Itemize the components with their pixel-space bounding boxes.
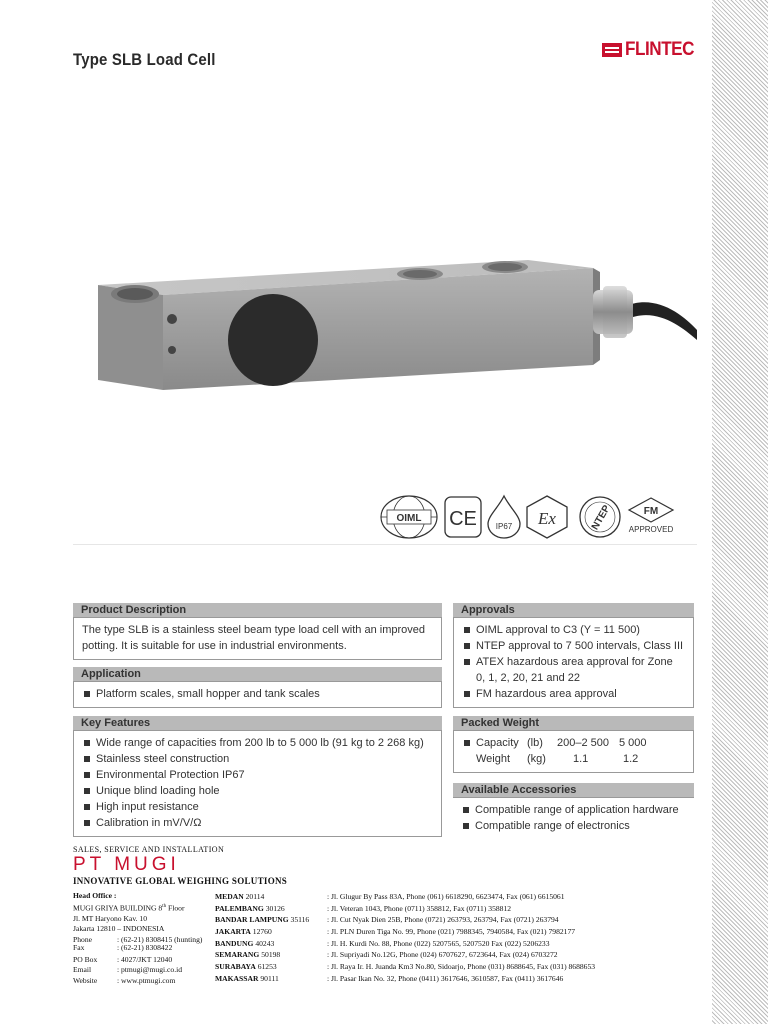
head-office-label: Head Office : — [73, 891, 117, 900]
product-description-heading: Product Description — [73, 603, 442, 618]
svg-text:Ex: Ex — [538, 509, 556, 528]
list-item: Stainless steel construction — [82, 751, 433, 767]
website-link[interactable]: : www.ptmugi.com — [117, 975, 176, 985]
branch-addresses — [327, 891, 712, 984]
list-item: NTEP approval to 7 500 intervals, Class III — [462, 638, 685, 654]
branch-city: PALEMBANG 30126 — [215, 903, 285, 913]
list-item: Environmental Protection IP67 — [82, 767, 433, 783]
head-office-city: Jakarta 12810 – INDONESIA — [73, 924, 165, 934]
accessories-heading: Available Accessories — [453, 783, 694, 798]
svg-text:IP67: IP67 — [495, 522, 513, 531]
list-item — [462, 654, 685, 686]
key-features-section — [73, 716, 442, 837]
head-office-block: Head Office : MUGI GRIYA BUILDING 8th Floor Jl. MT Haryono Kav. 10 Jakarta 12810 – INDONESIA Phone : (62-21) 8308415 (hunting) Fax : (62-21) 8308422 PO Box : 4027/JKT 12040 Email : ptmugi@mugi.co.id Website : www.ptmugi.com — [73, 891, 213, 986]
weight-value-2: 1.2 — [623, 753, 639, 765]
oiml-logo-icon — [379, 494, 439, 540]
branch-city: BANDAR LAMPUNG 35116 — [215, 915, 310, 925]
flintec-logo — [602, 38, 702, 62]
capacity-label: Capacity — [476, 737, 519, 749]
load-cell-image — [73, 90, 697, 545]
fm-approved-icon — [626, 494, 676, 540]
branch-city: MEDAN 20114 — [215, 892, 265, 901]
flintec-logo-text: FLINTEC — [625, 39, 695, 60]
head-office-street: Jl. MT Haryono Kav. 10 — [73, 913, 148, 923]
company-name: PT MUGI — [73, 854, 180, 875]
ntep-logo-icon — [578, 494, 622, 540]
company-tagline: INNOVATIVE GLOBAL WEIGHING SOLUTIONS — [73, 876, 288, 886]
list-item: Compatible range of application hardware — [461, 802, 686, 818]
footer-brand — [73, 845, 287, 886]
branch-address: : Jl. H. Kurdi No. 88, Phone (022) 5207565, 5207520 Fax (022) 5206233 — [327, 938, 550, 948]
svg-text:CE: CE — [449, 508, 477, 530]
accessories-section — [453, 783, 694, 839]
weight-label: Weight — [476, 753, 511, 765]
branch-address: : Jl. Raya Ir. H. Juanda Km3 No.80, Sidoarjo, Phone (031) 8688645, Fax (031) 8688653 — [327, 961, 596, 971]
branch-address: : Jl. PLN Duren Tiga No. 99, Phone (021) 7988345, 7940584, Fax (021) 7982177 — [327, 926, 576, 936]
approvals-section — [453, 603, 694, 708]
branch-city: SEMARANG 50198 — [215, 950, 281, 960]
list-item: Platform scales, small hopper and tank scales — [82, 686, 433, 702]
list-item: OIML approval to C3 (Y = 11 500) — [462, 622, 685, 638]
list-item: Unique blind loading hole — [82, 783, 433, 799]
product-description-section — [73, 603, 442, 660]
page-title: Type SLB Load Cell — [73, 50, 216, 69]
weight-value-1: 1.1 — [573, 753, 589, 765]
product-description-text-2: potting. It is suitable for use in industrial environments. — [82, 640, 347, 652]
branch-city: BANDUNG 40243 — [215, 938, 275, 948]
application-heading: Application — [73, 667, 442, 682]
branch-city: MAKASSAR 90111 — [215, 973, 279, 983]
head-office-building: MUGI GRIYA BUILDING 8th Floor — [73, 903, 185, 913]
flintec-logo-mark-icon — [602, 43, 622, 57]
ip67-drop-icon — [486, 494, 522, 540]
branch-address: : Jl. Veteran 1043, Phone (0711) 358812, Fax (0711) 358812 — [327, 903, 512, 913]
branch-city: JAKARTA 12760 — [215, 926, 272, 936]
key-features-heading: Key Features — [73, 716, 442, 731]
list-item: Compatible range of electronics — [461, 818, 686, 834]
capacity-max: 5 000 — [619, 737, 647, 749]
atex-line-1: ATEX hazardous area approval for Zone — [476, 656, 673, 668]
product-description-text-1: The type SLB is a stainless steel beam type load cell with an improved — [82, 624, 426, 636]
list-item: Calibration in mV/V/Ω — [82, 815, 433, 831]
svg-text:OIML: OIML — [396, 513, 422, 524]
sales-service-text: SALES, SERVICE AND INSTALLATION — [73, 845, 225, 854]
packed-weight-heading: Packed Weight — [453, 716, 694, 731]
capacity-unit: (lb) — [527, 737, 543, 749]
packed-weight-section — [453, 716, 694, 773]
branch-address: : Jl. Glugur By Pass 83A, Phone (061) 6618290, 6623474, Fax (061) 6615061 — [327, 892, 565, 901]
branch-address: : Jl. Supriyadi No.12G, Phone (024) 6707627, 6723644, Fax (024) 6703272 — [327, 950, 558, 960]
svg-text:NTEP: NTEP — [589, 503, 613, 533]
product-photo — [73, 90, 697, 545]
hatched-margin — [712, 0, 768, 1024]
svg-text:FM: FM — [643, 506, 659, 517]
capacity-range: 200–2 500 — [557, 737, 609, 749]
atex-line-2: 0, 1, 2, 20, 21 and 22 — [476, 672, 580, 684]
branch-cities — [215, 891, 330, 984]
application-section — [73, 667, 442, 708]
branch-city: SURABAYA 61253 — [215, 961, 277, 971]
list-item: High input resistance — [82, 799, 433, 815]
ex-hexagon-icon — [524, 494, 570, 540]
svg-text:APPROVED: APPROVED — [628, 525, 674, 534]
photo-divider — [73, 544, 697, 545]
list-item: FM hazardous area approval — [462, 686, 685, 702]
fax-value: : (62-21) 8308422 — [117, 943, 173, 953]
packed-weight-row — [462, 735, 685, 751]
ce-mark-icon — [443, 494, 483, 540]
weight-unit: (kg) — [527, 753, 546, 765]
packed-weight-row — [462, 751, 685, 767]
phone-value: : (62-21) 8308415 (hunting) — [117, 934, 203, 944]
branch-address: : Jl. Pasar Ikan No. 32, Phone (0411) 3617646, 3610587, Fax (0411) 3617646 — [327, 973, 564, 983]
approvals-heading: Approvals — [453, 603, 694, 618]
branch-address: : Jl. Cut Nyak Dien 25B, Phone (0721) 263793, 263794, Fax (0721) 263794 — [327, 915, 559, 925]
email-link[interactable]: : ptmugi@mugi.co.id — [117, 965, 182, 975]
pobox-value: : 4027/JKT 12040 — [117, 954, 173, 964]
list-item: Wide range of capacities from 200 lb to 5 000 lb (91 kg to 2 268 kg) — [82, 735, 433, 751]
